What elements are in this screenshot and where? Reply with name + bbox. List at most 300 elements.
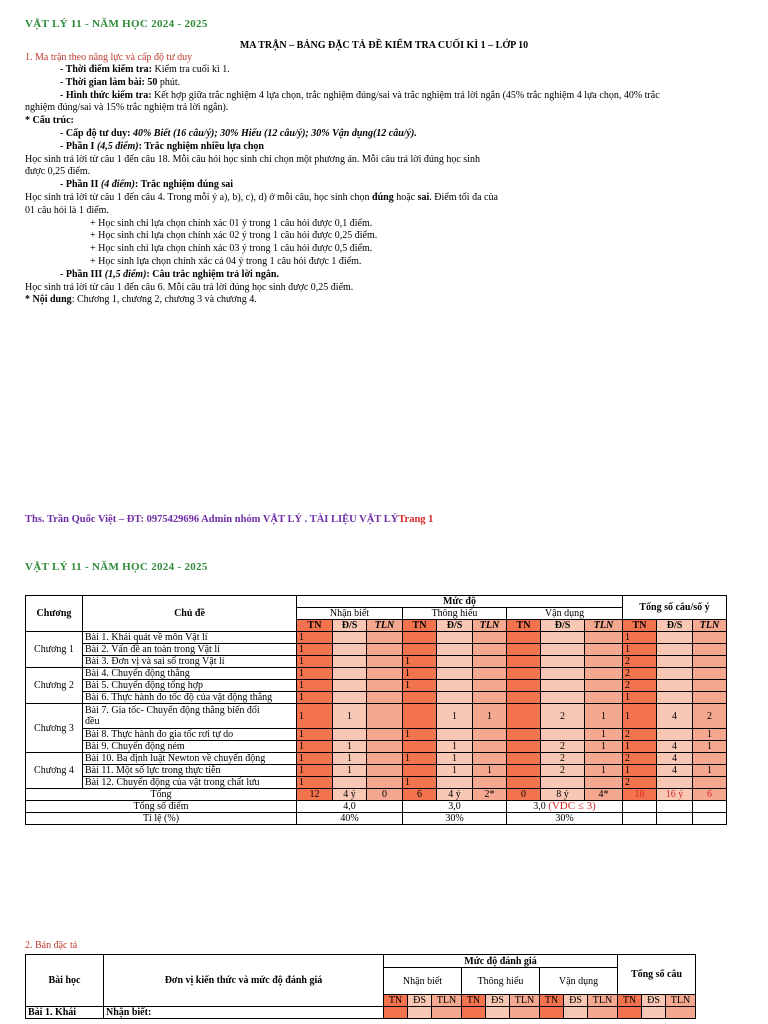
table-row bbox=[26, 692, 727, 704]
value-cell bbox=[333, 692, 367, 704]
value-cell bbox=[367, 668, 403, 680]
value-cell bbox=[693, 753, 727, 765]
score-row bbox=[26, 801, 727, 813]
value-cell bbox=[333, 777, 367, 789]
total-cell: 4 ý bbox=[333, 789, 367, 801]
value-cell: 1 bbox=[623, 632, 657, 644]
topic-cell bbox=[83, 656, 297, 668]
value-cell: 2 bbox=[623, 680, 657, 692]
score-cell bbox=[297, 801, 403, 813]
spec-sub-header: ĐS bbox=[564, 995, 588, 1007]
value-cell bbox=[507, 729, 541, 741]
value-cell bbox=[693, 632, 727, 644]
value-cell: 1 bbox=[623, 692, 657, 704]
value-cell: 1 bbox=[403, 680, 437, 692]
value-cell: 1 bbox=[585, 704, 623, 729]
spec-sub-header: TN bbox=[618, 995, 642, 1007]
value-cell: 1 bbox=[297, 765, 333, 777]
empty-cell bbox=[623, 801, 657, 813]
chapter-cell: Chương 3 bbox=[26, 704, 83, 753]
text-run: đúng bbox=[372, 192, 394, 203]
text-run: Kết hợp giữa trắc nghiệm 4 lựa chọn, trắc nghiệm đúng/sai và trắc nghiệm trả lời ngắn (45% trắc nghiệm 4 lựa chọn, 40% trắc bbox=[154, 89, 660, 101]
topic-cell bbox=[83, 668, 297, 680]
sub-header: Đ/S bbox=[437, 620, 473, 632]
value-cell bbox=[367, 656, 403, 668]
value-cell bbox=[657, 644, 693, 656]
col-mucdo: Mức độ bbox=[297, 596, 623, 608]
total-cell: 4* bbox=[585, 789, 623, 801]
topic-cell bbox=[83, 765, 297, 777]
value-cell: 2 bbox=[541, 704, 585, 729]
ratio-cell: 30% bbox=[403, 813, 507, 825]
spec-value-cell bbox=[540, 1007, 564, 1019]
col-chude: Chủ đề bbox=[83, 596, 297, 632]
value-cell: 2 bbox=[623, 777, 657, 789]
spec-value-cell bbox=[432, 1007, 462, 1019]
level-van-dung: Vận dụng bbox=[507, 608, 623, 620]
value-cell bbox=[403, 765, 437, 777]
total-label: Tổng bbox=[26, 789, 297, 801]
value-cell bbox=[693, 680, 727, 692]
value-cell bbox=[367, 765, 403, 777]
text-line bbox=[90, 230, 377, 243]
text-run: * Cấu trúc: bbox=[25, 115, 74, 127]
empty-cell bbox=[657, 813, 693, 825]
spec-level-nhan-biet: Nhận biết bbox=[384, 968, 462, 995]
sub-header: Đ/S bbox=[541, 620, 585, 632]
topic-text: đều bbox=[85, 716, 100, 727]
value-cell bbox=[585, 656, 623, 668]
page-header-2: VẬT LÝ 11 - NĂM HỌC 2024 - 2025 bbox=[25, 561, 208, 573]
sub-header: TN bbox=[403, 620, 437, 632]
value-cell bbox=[657, 729, 693, 741]
value-cell bbox=[473, 668, 507, 680]
value-cell: 1 bbox=[403, 753, 437, 765]
value-cell: 1 bbox=[297, 644, 333, 656]
spec-sub-header: TN bbox=[462, 995, 486, 1007]
value-cell bbox=[367, 692, 403, 704]
topic-text: Bài 4. Chuyển động thẳng bbox=[85, 668, 190, 679]
value-cell bbox=[541, 632, 585, 644]
text-line bbox=[25, 205, 109, 218]
value-cell bbox=[507, 704, 541, 729]
page-footer bbox=[25, 514, 433, 525]
text-line bbox=[60, 77, 180, 90]
empty-cell bbox=[657, 801, 693, 813]
topic-cell bbox=[83, 644, 297, 656]
score-label: Tổng số điểm bbox=[26, 801, 297, 813]
total-cell: 18 bbox=[623, 789, 657, 801]
col-chuong: Chương bbox=[26, 596, 83, 632]
value-cell bbox=[585, 668, 623, 680]
spec-value-cell bbox=[510, 1007, 540, 1019]
text-run: - Thời điểm kiểm tra: bbox=[60, 64, 155, 75]
table-row bbox=[26, 704, 727, 729]
empty-cell bbox=[623, 813, 657, 825]
text-run: Học sinh trả lời từ câu 1 đến câu 4. Trong mỗi ý a), b), c), d) ở mỗi câu, học sinh chọn bbox=[25, 192, 373, 203]
value-cell bbox=[585, 632, 623, 644]
text-run: * Nội dung bbox=[25, 294, 72, 306]
spec-sub-header: TLN bbox=[666, 995, 696, 1007]
text-run: 40% Biết (16 câu/ý); 30% Hiểu (12 câu/ý); 30% Vận dụng(12 câu/ý). bbox=[132, 128, 417, 139]
table-row bbox=[26, 668, 727, 680]
spec-value-cell bbox=[588, 1007, 618, 1019]
text-run: hoặc bbox=[393, 192, 418, 203]
text-run: - Thời gian làm bài: bbox=[60, 76, 148, 88]
value-cell bbox=[541, 680, 585, 692]
value-cell: 1 bbox=[693, 729, 727, 741]
table-row bbox=[26, 741, 727, 753]
topic-text: Bài 5. Chuyển động tổng hợp bbox=[85, 680, 204, 691]
table-row bbox=[26, 765, 727, 777]
value-cell bbox=[693, 656, 727, 668]
value-cell bbox=[367, 632, 403, 644]
level-thong-hieu: Thông hiểu bbox=[403, 608, 507, 620]
value-cell bbox=[437, 777, 473, 789]
value-cell: 1 bbox=[623, 741, 657, 753]
value-cell bbox=[473, 741, 507, 753]
value-cell: 2 bbox=[541, 753, 585, 765]
value-cell: 1 bbox=[585, 765, 623, 777]
value-cell bbox=[585, 692, 623, 704]
text-run: (4 điểm) bbox=[100, 179, 136, 191]
value-cell bbox=[541, 656, 585, 668]
spec-sub-header: ĐS bbox=[408, 995, 432, 1007]
value-cell: 1 bbox=[623, 765, 657, 777]
table-row bbox=[26, 777, 727, 789]
value-cell bbox=[333, 644, 367, 656]
text-run: Học sinh trả lời từ câu 1 đến câu 18. Mỗi câu hỏi học sinh chỉ chọn một phương án. Mỗi câu trả lời đúng học sinh bbox=[25, 153, 480, 165]
value-cell: 1 bbox=[333, 765, 367, 777]
topic-text: Bài 6. Thực hành đo tốc độ của vật động thẳng bbox=[85, 692, 273, 703]
value-cell: 1 bbox=[297, 753, 333, 765]
spec-sub-header: TN bbox=[384, 995, 408, 1007]
value-cell: 1 bbox=[437, 704, 473, 729]
value-cell bbox=[507, 644, 541, 656]
value-cell bbox=[507, 668, 541, 680]
value-cell bbox=[473, 644, 507, 656]
spec-value-cell bbox=[384, 1007, 408, 1019]
text-run: - Phần II bbox=[60, 179, 101, 191]
spec-value-cell bbox=[486, 1007, 510, 1019]
value-cell: 2 bbox=[623, 729, 657, 741]
value-cell: 4 bbox=[657, 741, 693, 753]
text-run: - Phần III bbox=[60, 268, 105, 280]
topic-cell bbox=[83, 704, 297, 729]
value-cell: 1 bbox=[437, 753, 473, 765]
total-cell: 0 bbox=[507, 789, 541, 801]
value-cell bbox=[585, 753, 623, 765]
text-line bbox=[25, 102, 228, 115]
value-cell bbox=[403, 704, 437, 729]
value-cell: 2 bbox=[541, 741, 585, 753]
empty-cell bbox=[693, 813, 727, 825]
ratio-cell: 40% bbox=[297, 813, 403, 825]
value-cell: 1 bbox=[585, 729, 623, 741]
score-value: 3,0 bbox=[533, 801, 546, 812]
topic-text: Bài 12. Chuyển động của vật trong chất lưu bbox=[85, 777, 260, 788]
sub-header: TN bbox=[623, 620, 657, 632]
topic-text: Bài 2. Vấn đề an toàn trong Vật lí bbox=[85, 644, 220, 655]
value-cell bbox=[367, 680, 403, 692]
topic-cell bbox=[83, 777, 297, 789]
table-row bbox=[26, 729, 727, 741]
value-cell bbox=[693, 644, 727, 656]
value-cell bbox=[657, 680, 693, 692]
text-run: phút. bbox=[159, 76, 181, 88]
value-cell bbox=[437, 668, 473, 680]
chapter-cell: Chương 4 bbox=[26, 753, 83, 789]
col-tong: Tổng số câu/số ý bbox=[623, 596, 727, 620]
value-cell: 4 bbox=[657, 753, 693, 765]
value-cell bbox=[473, 753, 507, 765]
value-cell bbox=[473, 777, 507, 789]
text-run: - Hình thức kiểm tra: bbox=[60, 89, 155, 101]
value-cell bbox=[657, 656, 693, 668]
value-cell: 1 bbox=[297, 680, 333, 692]
value-cell: 1 bbox=[623, 704, 657, 729]
sub-header: Đ/S bbox=[657, 620, 693, 632]
table-row bbox=[26, 656, 727, 668]
topic-cell bbox=[83, 753, 297, 765]
text-run: - Cấp độ tư duy: bbox=[60, 128, 133, 139]
topic-text: Bài 1. Khái quát về môn Vật lí bbox=[85, 632, 208, 643]
text-line bbox=[25, 166, 90, 179]
total-cell: 12 bbox=[297, 789, 333, 801]
value-cell bbox=[507, 692, 541, 704]
spec-col-donvi: Đơn vị kiến thức và mức độ đánh giá bbox=[104, 955, 384, 1007]
value-cell: 1 bbox=[437, 741, 473, 753]
value-cell bbox=[693, 692, 727, 704]
table-row bbox=[26, 680, 727, 692]
text-line bbox=[60, 141, 264, 154]
value-cell bbox=[437, 644, 473, 656]
page-header: VẬT LÝ 11 - NĂM HỌC 2024 - 2025 bbox=[25, 18, 208, 30]
document-title: MA TRẬN – BẢNG ĐẶC TẢ ĐỀ KIỂM TRA CUỐI KÌ 1 – LỚP 10 bbox=[239, 40, 529, 51]
value-cell bbox=[473, 656, 507, 668]
text-line bbox=[25, 192, 498, 205]
sub-header: TLN bbox=[585, 620, 623, 632]
value-cell bbox=[333, 680, 367, 692]
spec-level-van-dung: Vận dụng bbox=[540, 968, 618, 995]
text-run: Học sinh trả lời từ câu 1 đến câu 6. Mỗi câu trả lời đúng học sinh được 0,25 điểm. bbox=[25, 281, 354, 293]
text-line bbox=[25, 282, 353, 295]
value-cell: 1 bbox=[585, 741, 623, 753]
total-cell: 2* bbox=[473, 789, 507, 801]
footer-page-number: Trang 1 bbox=[398, 514, 434, 525]
score-value: 3,0 bbox=[448, 801, 461, 812]
value-cell bbox=[507, 777, 541, 789]
text-run: sai bbox=[417, 192, 430, 203]
chapter-cell: Chương 1 bbox=[26, 632, 83, 668]
text-line bbox=[60, 64, 230, 77]
value-cell: 4 bbox=[657, 765, 693, 777]
value-cell: 1 bbox=[403, 777, 437, 789]
value-cell: 1 bbox=[333, 704, 367, 729]
value-cell: 2 bbox=[623, 668, 657, 680]
chapter-cell: Chương 2 bbox=[26, 668, 83, 704]
section-2-heading: 2. Bản đặc tả bbox=[25, 940, 78, 951]
text-line bbox=[25, 294, 257, 307]
value-cell: 1 bbox=[473, 765, 507, 777]
value-cell bbox=[403, 632, 437, 644]
total-cell: 6 bbox=[693, 789, 727, 801]
value-cell bbox=[403, 692, 437, 704]
value-cell: 4 bbox=[657, 704, 693, 729]
text-run: : Trắc nghiệm đúng sai bbox=[135, 179, 233, 191]
spec-value-cell bbox=[408, 1007, 432, 1019]
topic-text: Bài 9. Chuyển động ném bbox=[85, 741, 185, 752]
total-row bbox=[26, 789, 727, 801]
text-run: : Chương 1, chương 2, chương 3 và chương 4. bbox=[71, 294, 257, 306]
value-cell bbox=[507, 632, 541, 644]
spec-sub-header: TLN bbox=[432, 995, 462, 1007]
value-cell bbox=[473, 632, 507, 644]
topic-text: Bài 3. Đơn vị và sai số trong Vật lí bbox=[85, 656, 225, 667]
text-line bbox=[25, 115, 74, 128]
value-cell bbox=[507, 765, 541, 777]
total-cell: 0 bbox=[367, 789, 403, 801]
value-cell bbox=[657, 632, 693, 644]
value-cell bbox=[693, 777, 727, 789]
value-cell bbox=[367, 704, 403, 729]
value-cell: 1 bbox=[297, 777, 333, 789]
score-cell bbox=[403, 801, 507, 813]
spec-sub-header: TN bbox=[540, 995, 564, 1007]
text-run: . Điểm tối đa của bbox=[429, 192, 498, 203]
value-cell bbox=[473, 692, 507, 704]
value-cell bbox=[507, 656, 541, 668]
table-row bbox=[26, 644, 727, 656]
total-cell: 16 ý bbox=[657, 789, 693, 801]
spec-value-cell bbox=[618, 1007, 642, 1019]
topic-cell bbox=[83, 741, 297, 753]
value-cell bbox=[507, 680, 541, 692]
spec-lesson-cell: Bài 1. Khái bbox=[26, 1007, 104, 1019]
spec-table bbox=[25, 954, 696, 1019]
spec-col-tong: Tổng số câu bbox=[618, 955, 696, 995]
total-cell: 8 ý bbox=[541, 789, 585, 801]
spec-level-thong-hieu: Thông hiểu bbox=[462, 968, 540, 995]
value-cell bbox=[437, 680, 473, 692]
spec-value-cell bbox=[642, 1007, 666, 1019]
value-cell bbox=[585, 777, 623, 789]
value-cell: 1 bbox=[333, 753, 367, 765]
value-cell bbox=[367, 777, 403, 789]
spec-value-cell bbox=[666, 1007, 696, 1019]
value-cell bbox=[507, 753, 541, 765]
ratio-label: Tỉ lệ (%) bbox=[26, 813, 297, 825]
value-cell bbox=[437, 632, 473, 644]
value-cell bbox=[333, 729, 367, 741]
value-cell bbox=[657, 777, 693, 789]
ratio-row bbox=[26, 813, 727, 825]
text-line bbox=[60, 90, 660, 103]
text-line bbox=[90, 218, 372, 231]
topic-cell bbox=[83, 729, 297, 741]
value-cell bbox=[403, 741, 437, 753]
total-cell: 4 ý bbox=[437, 789, 473, 801]
score-value: 4,0 bbox=[343, 801, 356, 812]
value-cell: 1 bbox=[297, 741, 333, 753]
value-cell bbox=[657, 668, 693, 680]
value-cell: 2 bbox=[693, 704, 727, 729]
text-line bbox=[60, 269, 279, 282]
value-cell bbox=[367, 644, 403, 656]
topic-cell bbox=[83, 692, 297, 704]
value-cell bbox=[473, 729, 507, 741]
value-cell: 1 bbox=[403, 656, 437, 668]
value-cell: 1 bbox=[403, 729, 437, 741]
value-cell bbox=[693, 668, 727, 680]
value-cell: 1 bbox=[297, 668, 333, 680]
text-line bbox=[90, 243, 372, 256]
sub-header: TLN bbox=[693, 620, 727, 632]
topic-cell bbox=[83, 680, 297, 692]
value-cell: 1 bbox=[693, 765, 727, 777]
value-cell: 1 bbox=[623, 644, 657, 656]
sub-header: TLN bbox=[367, 620, 403, 632]
value-cell bbox=[333, 668, 367, 680]
text-run: + Học sinh chỉ lựa chọn chính xác 01 ý trong 1 câu hỏi được 0,1 điểm. bbox=[90, 217, 373, 229]
text-run: : Câu trắc nghiệm trả lời ngắn. bbox=[146, 268, 279, 280]
topic-text: Bài 8. Thực hành đo gia tốc rơi tự do bbox=[85, 729, 234, 740]
text-line bbox=[25, 154, 480, 167]
ratio-cell: 30% bbox=[507, 813, 623, 825]
spec-sub-header: ĐS bbox=[486, 995, 510, 1007]
table-row bbox=[26, 632, 727, 644]
vdc-note: (VDC ≤ 3) bbox=[548, 800, 596, 812]
value-cell: 1 bbox=[297, 704, 333, 729]
spec-col-mucdo: Mức độ đánh giá bbox=[384, 955, 618, 968]
text-run: : Trắc nghiệm nhiều lựa chọn bbox=[138, 140, 264, 152]
table-row bbox=[26, 753, 727, 765]
spec-sub-header: TLN bbox=[510, 995, 540, 1007]
text-line bbox=[60, 179, 233, 192]
value-cell bbox=[367, 729, 403, 741]
value-cell: 1 bbox=[473, 704, 507, 729]
value-cell: 1 bbox=[297, 656, 333, 668]
value-cell bbox=[437, 656, 473, 668]
topic-cell bbox=[83, 632, 297, 644]
matrix-table bbox=[25, 595, 727, 825]
sub-header: TLN bbox=[473, 620, 507, 632]
value-cell bbox=[333, 656, 367, 668]
value-cell bbox=[507, 741, 541, 753]
value-cell bbox=[367, 753, 403, 765]
empty-cell bbox=[693, 801, 727, 813]
spec-content-cell: Nhận biết: bbox=[104, 1007, 384, 1019]
spec-value-cell bbox=[462, 1007, 486, 1019]
value-cell bbox=[403, 644, 437, 656]
value-cell: 1 bbox=[437, 765, 473, 777]
topic-text: Bài 7. Gia tốc- Chuyển động thẳng biến đổi bbox=[85, 705, 260, 716]
topic-text: Bài 10. Ba định luật Newton về chuyển động bbox=[85, 753, 266, 764]
text-run: + Học sinh chỉ lựa chọn chính xác 02 ý trong 1 câu hỏi được 0,25 điểm. bbox=[90, 230, 378, 242]
section-1-heading: 1. Ma trận theo năng lực và cấp độ tư duy bbox=[25, 52, 193, 63]
value-cell: 2 bbox=[623, 656, 657, 668]
text-line bbox=[60, 128, 417, 141]
sub-header: TN bbox=[297, 620, 333, 632]
spec-value-cell bbox=[564, 1007, 588, 1019]
value-cell bbox=[367, 741, 403, 753]
level-nhan-biet: Nhận biết bbox=[297, 608, 403, 620]
total-cell: 6 bbox=[403, 789, 437, 801]
sub-header: TN bbox=[507, 620, 541, 632]
score-cell bbox=[507, 801, 623, 813]
spec-sub-header: TLN bbox=[588, 995, 618, 1007]
text-run: (1,5 điểm) bbox=[104, 268, 147, 280]
